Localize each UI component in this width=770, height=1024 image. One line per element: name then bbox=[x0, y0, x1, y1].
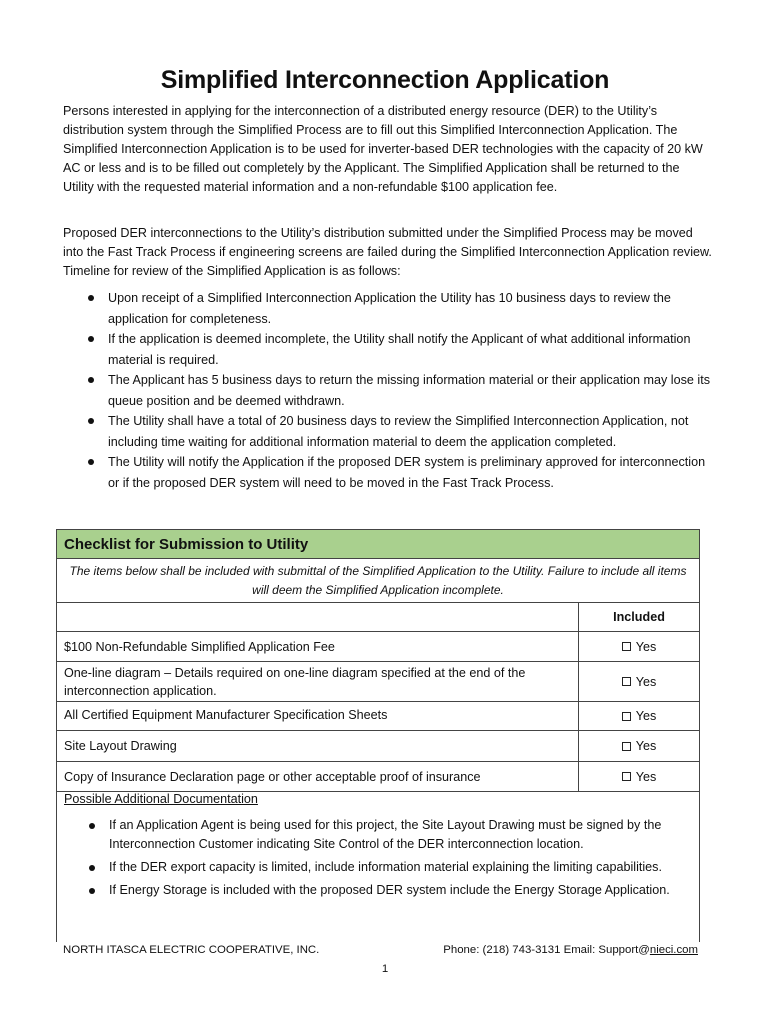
footer-company: NORTH ITASCA ELECTRIC COOPERATIVE, INC. bbox=[63, 944, 320, 956]
included-header-row bbox=[57, 603, 699, 632]
checklist-item-label: $100 Non-Refundable Simplified Application Fee bbox=[64, 640, 335, 654]
checkbox-icon[interactable] bbox=[622, 677, 631, 686]
page-number: 1 bbox=[381, 963, 389, 975]
checkbox-label: Yes bbox=[635, 739, 657, 753]
checklist-row bbox=[57, 662, 699, 702]
timeline-bullet: Upon receipt of a Simplified Interconnection Application the Utility has 10 business days to review the application for completeness. bbox=[63, 288, 713, 329]
timeline-bullet: The Utility shall have a total of 20 business days to review the Simplified Interconnection Application, not including time waiting for additional information material to deem the application completed. bbox=[63, 411, 713, 452]
checklist-yes[interactable] bbox=[578, 662, 699, 701]
footer-contact bbox=[443, 944, 698, 956]
checklist-table bbox=[56, 529, 700, 942]
checklist-header: Checklist for Submission to Utility bbox=[57, 530, 699, 559]
additional-docs-list bbox=[57, 816, 697, 904]
additional-doc-item: If Energy Storage is included with the proposed DER system include the Energy Storage Application. bbox=[57, 881, 697, 900]
intro-paragraph-2: Proposed DER interconnections to the Utility’s distribution submitted under the Simplified Process may be moved into the Fast Track Process if engineering screens are failed during the Simplified Interconnection Application review. Timeline for review of the Simplified Application is as follows: bbox=[63, 226, 712, 278]
checklist-row bbox=[57, 731, 699, 762]
included-header: Included bbox=[578, 603, 699, 631]
footer-contact-prefix: Phone: (218) 743-3131 Email: Support@ bbox=[443, 944, 650, 956]
checkbox-icon[interactable] bbox=[622, 712, 631, 721]
timeline-list bbox=[63, 288, 713, 493]
checklist-item-label: One-line diagram – Details required on one-line diagram specified at the end of the interconnection application. bbox=[64, 666, 526, 698]
checklist-row bbox=[57, 762, 699, 792]
checklist-yes[interactable] bbox=[578, 702, 699, 730]
checkbox-label: Yes bbox=[635, 769, 657, 784]
additional-docs-title: Possible Additional Documentation bbox=[64, 792, 258, 806]
checkbox-icon[interactable] bbox=[622, 642, 631, 651]
checkbox-label: Yes bbox=[635, 709, 657, 723]
email-link[interactable]: nieci.com bbox=[649, 944, 698, 956]
timeline-bullet: The Applicant has 5 business days to return the missing information material or their application may lose its queue position and be deemed withdrawn. bbox=[63, 370, 713, 411]
additional-doc-item: If an Application Agent is being used for this project, the Site Layout Drawing must be signed by the Interconnection Customer indicating Site Control of the DER interconnection location. bbox=[57, 816, 697, 854]
checkbox-label: Yes bbox=[635, 674, 657, 689]
checklist-item-label: Site Layout Drawing bbox=[64, 739, 177, 753]
checklist-note: The items below shall be included with submittal of the Simplified Application to the Utility. Failure to include all items will deem the Simplified Application incomplete. bbox=[57, 559, 699, 603]
checkbox-icon[interactable] bbox=[622, 772, 631, 781]
checkbox-label: Yes bbox=[635, 639, 657, 654]
timeline-bullet: If the application is deemed incomplete, the Utility shall notify the Applicant of what additional information material is required. bbox=[63, 329, 713, 370]
checklist-yes[interactable] bbox=[578, 762, 699, 791]
checklist-row bbox=[57, 702, 699, 731]
checkbox-icon[interactable] bbox=[622, 742, 631, 751]
timeline-bullet: The Utility will notify the Application if the proposed DER system is preliminary approved for interconnection or if the proposed DER system will need to be moved in the Fast Track Process. bbox=[63, 452, 713, 493]
intro-paragraph-1: Persons interested in applying for the interconnection of a distributed energy resource (DER) to the Utility’s distribution system through the Simplified Process are to fill out this Simplified Interconnection Application. The Simplified Interconnection Application is to be used for inverter-based DER technologies with the capacity of 20 kW AC or less and is to be filled out completely by the Applicant. The Simplified Application shall be returned to the Utility with the requested material information and a non-refundable $100 application fee. bbox=[63, 104, 703, 194]
checklist-row bbox=[57, 632, 699, 662]
checklist-item-label: Copy of Insurance Declaration page or other acceptable proof of insurance bbox=[64, 770, 481, 784]
additional-doc-item: If the DER export capacity is limited, include information material explaining the limiting capabilities. bbox=[57, 858, 697, 877]
checklist-item-label: All Certified Equipment Manufacturer Specification Sheets bbox=[64, 708, 388, 722]
checklist-yes[interactable] bbox=[578, 632, 699, 661]
page-title: Simplified Interconnection Application bbox=[160, 66, 610, 94]
checklist-yes[interactable] bbox=[578, 731, 699, 761]
